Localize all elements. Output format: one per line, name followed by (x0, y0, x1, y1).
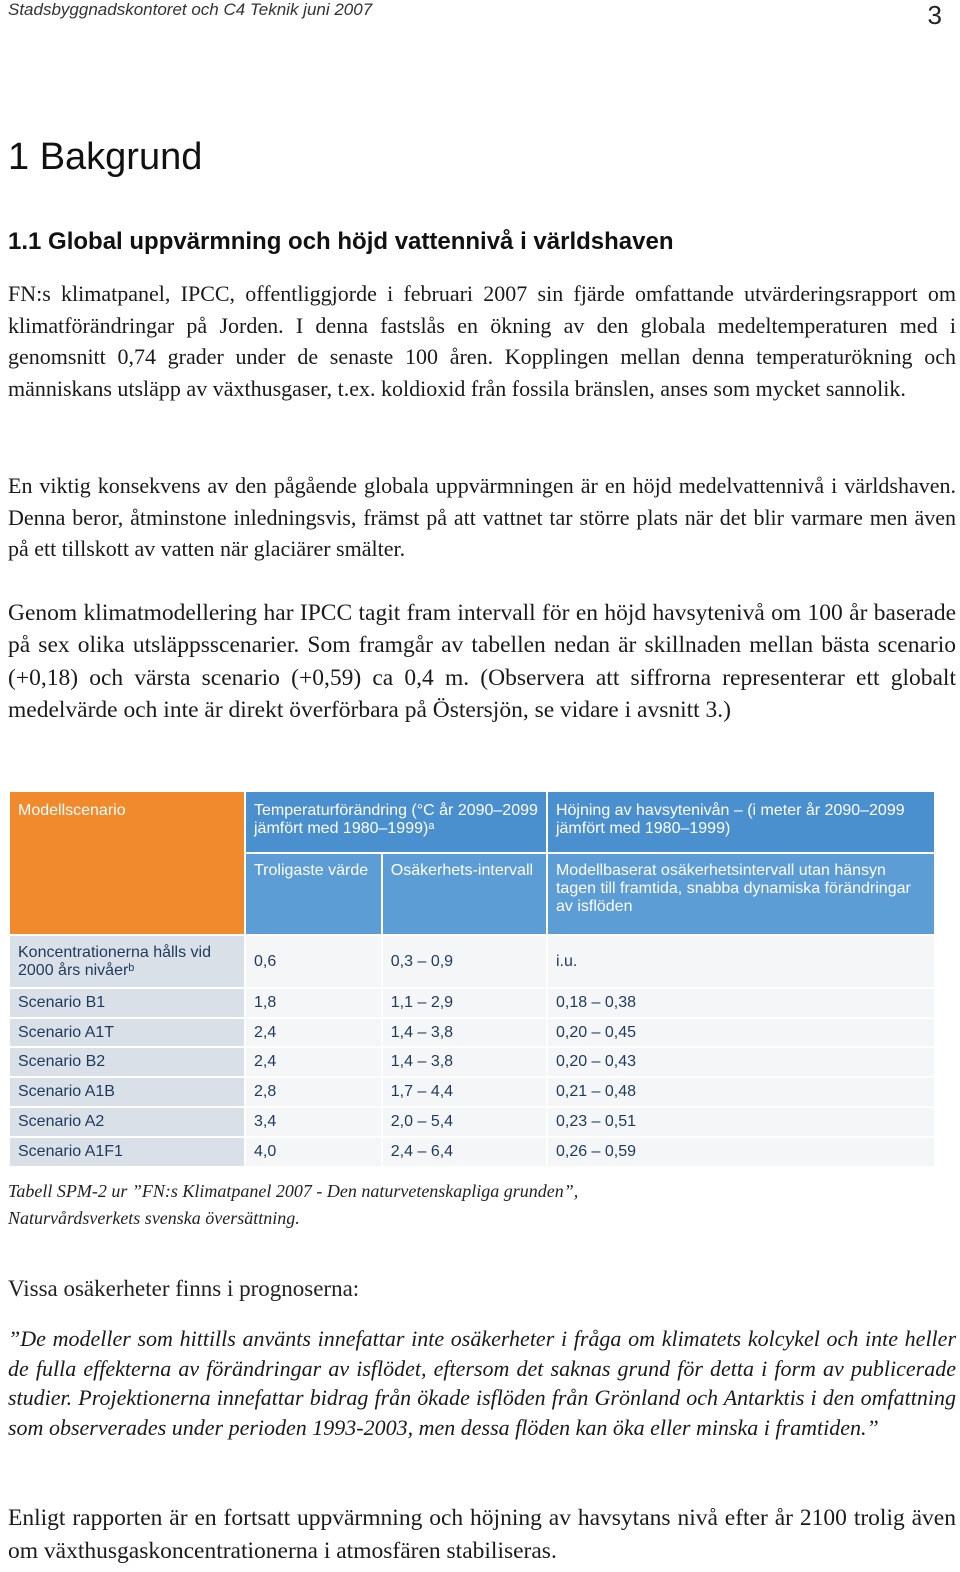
best-value: 0,6 (245, 935, 382, 987)
subheader-likely: Troligaste värde (245, 853, 382, 935)
subheader-uncertainty: Osäkerhets-intervall (382, 853, 547, 935)
caption-line-2: Naturvårdsverkets svenska översättning. (8, 1208, 300, 1228)
range-value: 1,1 – 2,9 (382, 988, 547, 1018)
table-caption (8, 1178, 578, 1232)
range-value: 1,7 – 4,4 (382, 1077, 547, 1107)
header-temperature: Temperaturförändring (°C år 2090–2099 jämfört med 1980–1999)ᵃ (245, 791, 547, 853)
table-row (9, 1077, 935, 1107)
running-header: Stadsbyggnadskontoret och C4 Teknik juni 2007 (8, 0, 373, 19)
best-value: 3,4 (245, 1107, 382, 1137)
range-value: 1,4 – 3,8 (382, 1018, 547, 1048)
table-row (9, 1047, 935, 1077)
table-row (9, 1018, 935, 1048)
caption-line-1: Tabell SPM-2 ur ”FN:s Klimatpanel 2007 - Den naturvetenskapliga grunden”, (8, 1181, 579, 1201)
paragraph-ipcc: FN:s klimatpanel, IPCC, offentliggjorde i februari 2007 sin fjärde omfattande utvärderingsrapport om klimatförändringar på Jorden. I denna fastslås en ökning av den globala medeltemperaturen med i genomsnitt 0,74 grader under de senaste 100 åren. Kopplingen mellan denna temperaturökning och människans utsläpp av växthusgaser, t.ex. koldioxid från fossila bränslen, anses som mycket sannolik. (8, 281, 956, 401)
sea-value: 0,23 – 0,51 (547, 1107, 935, 1137)
best-value: 2,4 (245, 1018, 382, 1048)
paragraph-consequence: En viktig konsekvens av den pågående globala uppvärmningen är en höjd medelvattennivå i världshaven. Denna beror, åtminstone inledningsvis, främst på att vattnet tar större plats när det blir varmare men även på ett tillskott av vatten när glaciärer smälter. (8, 473, 956, 561)
best-value: 1,8 (245, 988, 382, 1018)
scenario-label: Scenario A1T (9, 1018, 245, 1048)
header-sea-level: Höjning av havsytenivån – (i meter år 2090–2099 jämfört med 1980–1999) (547, 791, 935, 853)
range-value: 2,4 – 6,4 (382, 1137, 547, 1167)
sea-value: 0,20 – 0,43 (547, 1047, 935, 1077)
table-row (9, 935, 935, 987)
scenario-label: Koncentrationerna hålls vid 2000 års nivåerᵇ (9, 935, 245, 987)
range-value: 0,3 – 0,9 (382, 935, 547, 987)
range-value: 1,4 – 3,8 (382, 1047, 547, 1077)
uncertainty-heading: Vissa osäkerheter finns i prognoserna: (8, 1276, 360, 1301)
scenario-label: Scenario A1B (9, 1077, 245, 1107)
table-row (9, 1107, 935, 1137)
sea-value: i.u. (547, 935, 935, 987)
scenario-label: Scenario A2 (9, 1107, 245, 1137)
paragraph-modelling: Genom klimatmodellering har IPCC tagit fram intervall för en höjd havsytenivå om 100 år baserade på sex olika utsläppsscenarier. Som framgår av tabellen nedan är skillnaden mellan bästa scenario (+0,18) och värsta scenario (+0,59) ca 0,4 m. (Observera att siffrorna representerar ett globalt medelvärde och inte är direkt överförbara på Östersjön, se vidare i avsnitt 3.) (8, 600, 956, 724)
paragraph-conclusion: Enligt rapporten är en fortsatt uppvärmning och höjning av havsytans nivå efter år 2100 trolig även om växthusgaskoncentrationerna i atmosfären stabiliseras. (8, 1505, 956, 1564)
header-scenario: Modellscenario (9, 791, 245, 935)
scenario-label: Scenario A1F1 (9, 1137, 245, 1167)
sea-value: 0,21 – 0,48 (547, 1077, 935, 1107)
best-value: 4,0 (245, 1137, 382, 1167)
chapter-title: 1 Bakgrund (8, 136, 203, 178)
scenario-label: Scenario B2 (9, 1047, 245, 1077)
range-value: 2,0 – 5,4 (382, 1107, 547, 1137)
ipcc-quote: ”De modeller som hittills använts innefattar inte osäkerheter i fråga om klimatets kolcykel och inte heller de fulla effekterna av förändringar av isflödet, eftersom det saknas grund för detta i form av publicerade studier. Projektionerna innefattar bidrag från ökade isflöden från Grönland och Antarktis i den omfattning som observerades under perioden 1993-2003, men dessa flöden kan öka eller minska i framtiden.” (8, 1326, 956, 1440)
sea-value: 0,20 – 0,45 (547, 1018, 935, 1048)
best-value: 2,8 (245, 1077, 382, 1107)
table-row (9, 1137, 935, 1167)
subheader-model: Modellbaserat osäkerhetsintervall utan hänsyn tagen till framtida, snabba dynamiska förändringar av isflöden (547, 853, 935, 935)
scenario-table (8, 790, 936, 1168)
best-value: 2,4 (245, 1047, 382, 1077)
sea-value: 0,26 – 0,59 (547, 1137, 935, 1167)
table-row (9, 988, 935, 1018)
scenario-label: Scenario B1 (9, 988, 245, 1018)
sea-value: 0,18 – 0,38 (547, 988, 935, 1018)
page-number: 3 (927, 0, 942, 30)
section-title: 1.1 Global uppvärmning och höjd vattennivå i världshaven (8, 228, 674, 255)
